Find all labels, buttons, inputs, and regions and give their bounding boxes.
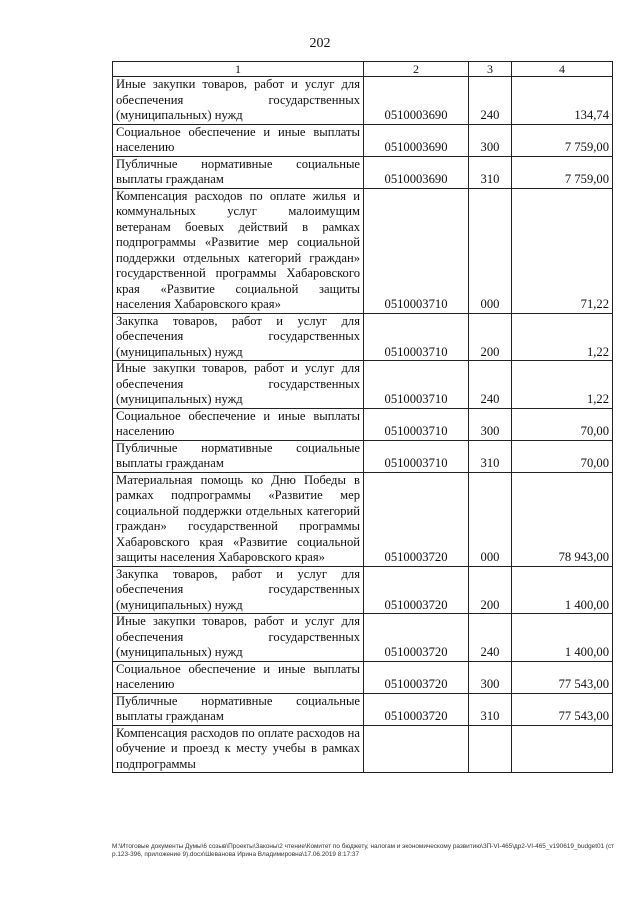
amount: 1,22 [512, 361, 613, 409]
amount: 70,00 [512, 408, 613, 440]
row-name: Публичные нормативные социальные выплаты гражданам [113, 440, 364, 472]
target-code: 0510003710 [364, 440, 469, 472]
row-name: Закупка товаров, работ и услуг для обеспечения государственных (муниципальных) нужд [113, 566, 364, 614]
target-code: 0510003720 [364, 661, 469, 693]
table-row [113, 77, 613, 125]
target-code: 0510003710 [364, 361, 469, 409]
amount: 1,22 [512, 313, 613, 361]
page-number: 202 [309, 36, 331, 51]
column-header: 4 [512, 62, 613, 77]
row-name: Публичные нормативные социальные выплаты гражданам [113, 693, 364, 725]
expense-type: 310 [469, 156, 512, 188]
target-code: 0510003720 [364, 566, 469, 614]
expense-type: 240 [469, 614, 512, 662]
amount: 77 543,00 [512, 661, 613, 693]
row-name: Компенсация расходов по оплате расходов на обучение и проезд к месту учебы в рамках подпрограммы [113, 725, 364, 773]
row-name: Иные закупки товаров, работ и услуг для обеспечения государственных (муниципальных) нужд [113, 614, 364, 662]
target-code: 0510003710 [364, 188, 469, 313]
expense-type: 310 [469, 693, 512, 725]
column-header: 1 [113, 62, 364, 77]
row-name: Иные закупки товаров, работ и услуг для обеспечения государственных (муниципальных) нужд [113, 361, 364, 409]
table-row [113, 188, 613, 313]
amount: 78 943,00 [512, 472, 613, 566]
expense-type: 240 [469, 77, 512, 125]
row-name: Закупка товаров, работ и услуг для обеспечения государственных (муниципальных) нужд [113, 313, 364, 361]
target-code [364, 725, 469, 773]
column-header: 2 [364, 62, 469, 77]
table-row [113, 566, 613, 614]
row-name: Публичные нормативные социальные выплаты гражданам [113, 156, 364, 188]
amount: 1 400,00 [512, 614, 613, 662]
amount [512, 725, 613, 773]
table-row [113, 472, 613, 566]
expense-type: 300 [469, 661, 512, 693]
expense-type: 300 [469, 124, 512, 156]
table-row [113, 693, 613, 725]
expense-type [469, 725, 512, 773]
table-header-row [113, 62, 613, 77]
row-name: Иные закупки товаров, работ и услуг для обеспечения государственных (муниципальных) нужд [113, 77, 364, 125]
target-code: 0510003720 [364, 693, 469, 725]
target-code: 0510003710 [364, 313, 469, 361]
amount: 1 400,00 [512, 566, 613, 614]
table-row [113, 725, 613, 773]
table-row [113, 124, 613, 156]
target-code: 0510003720 [364, 472, 469, 566]
target-code: 0510003710 [364, 408, 469, 440]
file-path-footer: М:\Итоговые документы Думы\6 созыв\Проекты\Законы\2 чтение\Комитет по бюджету, налогам и экономическому развитию\ЗП-VI-465\др2-VI-465_v190619_budget01 (стр.123-396, приложение 9).docx\Шеванова Ирина Владимировна\17.06.2019 8:17:37 [112, 843, 615, 858]
target-code: 0510003690 [364, 77, 469, 125]
row-name: Социальное обеспечение и иные выплаты населению [113, 124, 364, 156]
row-name: Социальное обеспечение и иные выплаты населению [113, 661, 364, 693]
amount: 7 759,00 [512, 156, 613, 188]
column-header: 3 [469, 62, 512, 77]
expense-type: 200 [469, 313, 512, 361]
expense-type: 240 [469, 361, 512, 409]
expense-type: 200 [469, 566, 512, 614]
row-name: Компенсация расходов по оплате жилья и коммунальных услуг малоимущим ветеранам боевых действий в рамках подпрограммы «Развитие мер социальной поддержки отдельных категорий граждан» государственной программы Хабаровского края «Развитие социальной защиты населения Хабаровского края» [113, 188, 364, 313]
amount: 134,74 [512, 77, 613, 125]
expense-type: 000 [469, 188, 512, 313]
table-row [113, 408, 613, 440]
table-row [113, 156, 613, 188]
expense-type: 310 [469, 440, 512, 472]
target-code: 0510003690 [364, 156, 469, 188]
expense-type: 000 [469, 472, 512, 566]
amount: 71,22 [512, 188, 613, 313]
row-name: Материальная помощь ко Дню Победы в рамках подпрограммы «Развитие мер социальной поддержки отдельных категорий граждан» государственной программы Хабаровского края «Развитие социальной защиты населения Хабаровского края» [113, 472, 364, 566]
budget-table [112, 61, 613, 773]
table-row [113, 440, 613, 472]
target-code: 0510003690 [364, 124, 469, 156]
table-row [113, 614, 613, 662]
row-name: Социальное обеспечение и иные выплаты населению [113, 408, 364, 440]
amount: 7 759,00 [512, 124, 613, 156]
target-code: 0510003720 [364, 614, 469, 662]
expense-type: 300 [469, 408, 512, 440]
table-row [113, 361, 613, 409]
table-row [113, 661, 613, 693]
table-row [113, 313, 613, 361]
amount: 77 543,00 [512, 693, 613, 725]
amount: 70,00 [512, 440, 613, 472]
